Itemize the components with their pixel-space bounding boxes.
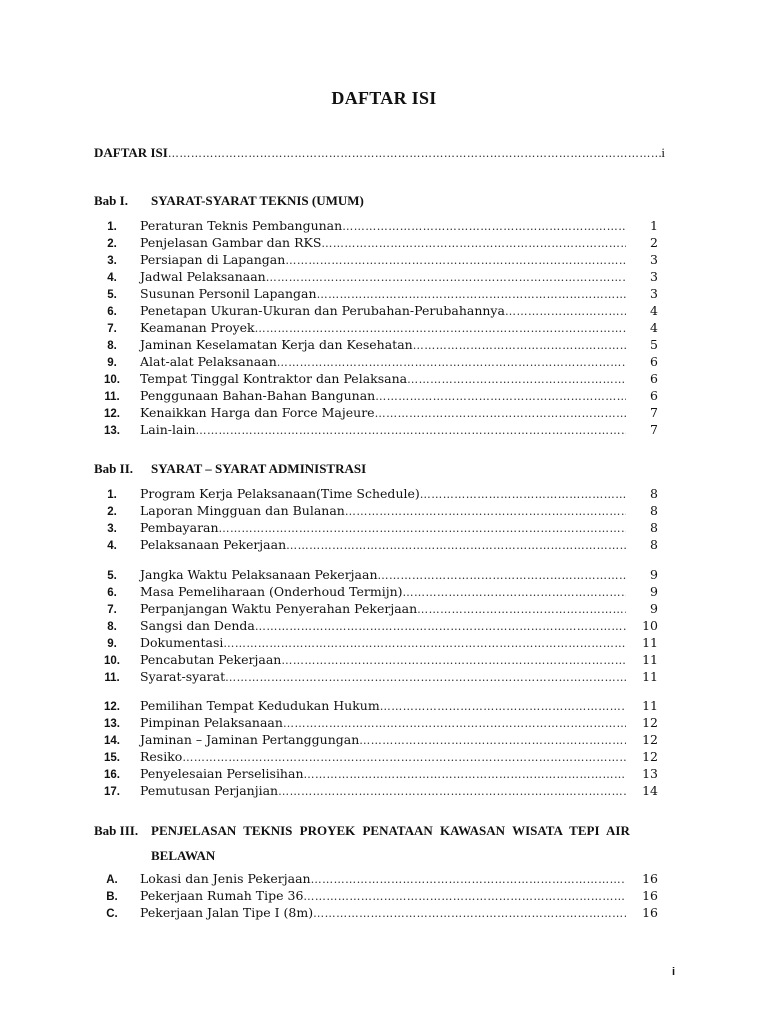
item-number: 5. [107, 289, 117, 301]
chapter-title: SYARAT – SYARAT ADMINISTRASI [151, 461, 367, 476]
item-page: 4 [650, 303, 658, 318]
item-number: 4. [107, 540, 117, 552]
list-item [100, 584, 658, 601]
chapter-heading-bab-2 [94, 461, 366, 477]
item-page: 2 [650, 235, 658, 250]
item-text: Keamanan Proyek [140, 320, 255, 335]
item-number: 1. [107, 489, 117, 501]
item-text: Pimpinan Pelaksanaan [140, 715, 283, 730]
item-page: 9 [650, 601, 658, 616]
dot-leader [342, 220, 626, 233]
list-item [100, 871, 658, 888]
chapter-title: SYARAT-SYARAT TEKNIS (UMUM) [151, 193, 364, 208]
dot-leader [311, 873, 626, 886]
list-item [100, 405, 658, 422]
dot-leader [255, 620, 626, 633]
list-item [100, 303, 658, 320]
item-number: 8. [107, 621, 117, 633]
dot-leader [303, 890, 626, 903]
dot-leader [255, 322, 626, 335]
item-page: 12 [642, 749, 658, 764]
item-number: 2. [107, 506, 117, 518]
item-page: 3 [650, 286, 658, 301]
item-number: 16. [104, 769, 120, 781]
item-page: 13 [642, 766, 658, 781]
dot-leader [375, 390, 626, 403]
list-item [100, 732, 658, 749]
item-text: Lokasi dan Jenis Pekerjaan [140, 871, 311, 886]
list-item [100, 371, 658, 388]
item-number: 6. [107, 587, 117, 599]
item-page: 16 [642, 888, 658, 903]
item-page: 8 [650, 520, 658, 535]
chapter-number: Bab II. [94, 461, 134, 476]
dot-leader [407, 373, 626, 386]
item-number: 6. [107, 306, 117, 318]
dot-leader [283, 717, 626, 730]
list-item [100, 652, 658, 669]
dot-leader [345, 505, 626, 518]
item-number: 9. [107, 638, 117, 650]
dot-leader [321, 237, 626, 250]
item-page: 7 [650, 422, 658, 437]
item-text: Penetapan Ukuran-Ukuran dan Perubahan-Perubahannya [140, 303, 505, 318]
list-item [100, 567, 658, 584]
list-item [100, 537, 658, 554]
item-text: Peraturan Teknis Pembangunan [140, 218, 343, 233]
item-text: Syarat-syarat [140, 669, 226, 684]
item-text: Pencabutan Pekerjaan [140, 652, 282, 667]
dot-leader [277, 356, 626, 369]
item-number: 13. [104, 425, 120, 437]
item-number: 4. [107, 272, 117, 284]
item-text: Masa Pemeliharaan (Onderhoud Termijn) [140, 584, 403, 599]
item-page: 11 [642, 669, 658, 684]
list-item [100, 235, 658, 252]
item-text: Pelaksanaan Pekerjaan [140, 537, 287, 552]
list-item [100, 486, 658, 503]
dot-leader [375, 407, 626, 420]
list-item [100, 269, 658, 286]
item-number: 9. [107, 357, 117, 369]
item-page: 16 [642, 905, 658, 920]
item-text: Penggunaan Bahan-Bahan Bangunan [140, 388, 376, 403]
item-page: 16 [642, 871, 658, 886]
item-page: 11 [642, 652, 658, 667]
chapter-number: Bab I. [94, 193, 128, 208]
item-number: 3. [107, 255, 117, 267]
list-item [100, 888, 658, 905]
dot-leader [420, 488, 626, 501]
list-item [100, 354, 658, 371]
item-text: Tempat Tinggal Kontraktor dan Pelaksana [140, 371, 408, 386]
item-number: 5. [107, 570, 117, 582]
toc-entry-label: DAFTAR ISI [94, 145, 168, 160]
list-item [100, 715, 658, 732]
dot-leader [225, 671, 626, 684]
dot-leader [317, 288, 626, 301]
page-title: DAFTAR ISI [331, 88, 437, 108]
item-text: Perpanjangan Waktu Penyerahan Pekerjaan [140, 601, 418, 616]
list-item [100, 669, 658, 686]
item-letter: C. [106, 908, 118, 920]
item-number: 12. [104, 408, 120, 420]
dot-leader [505, 305, 626, 318]
dot-leader [182, 751, 626, 764]
list-item [100, 286, 658, 303]
item-page: 12 [642, 732, 658, 747]
dot-leader [278, 785, 626, 798]
item-number: 12. [104, 701, 120, 713]
item-page: 9 [650, 567, 658, 582]
item-text: Laporan Mingguan dan Bulanan [140, 503, 345, 518]
item-page: 6 [650, 388, 658, 403]
item-page: 6 [650, 354, 658, 369]
list-item [100, 698, 658, 715]
dot-leader [286, 539, 626, 552]
toc-entry-page: i [661, 145, 665, 160]
item-page: 11 [642, 698, 658, 713]
item-text: Program Kerja Pelaksanaan(Time Schedule) [140, 486, 420, 501]
list-item [100, 749, 658, 766]
item-text: Pemutusan Perjanjian [140, 783, 279, 798]
item-text: Susunan Personil Lapangan [140, 286, 317, 301]
item-page: 8 [650, 537, 658, 552]
dot-leader [304, 768, 627, 781]
dot-leader [196, 424, 626, 437]
list-item [100, 503, 658, 520]
item-page: 8 [650, 503, 658, 518]
list-item [100, 635, 658, 652]
list-item [100, 218, 658, 235]
dot-leader [380, 700, 626, 713]
item-page: 14 [642, 783, 658, 798]
item-page: 3 [650, 252, 658, 267]
item-page: 4 [650, 320, 658, 335]
item-number: 7. [107, 323, 117, 335]
dot-leader [266, 271, 626, 284]
dot-leader [417, 603, 626, 616]
item-page: 9 [650, 584, 658, 599]
item-page: 1 [650, 218, 658, 233]
list-item [100, 618, 658, 635]
item-page: 11 [642, 635, 658, 650]
item-number: 7. [107, 604, 117, 616]
item-page: 6 [650, 371, 658, 386]
item-text: Jangka Waktu Pelaksanaan Pekerjaan [140, 567, 378, 582]
item-page: 7 [650, 405, 658, 420]
item-number: 11. [104, 391, 120, 403]
list-item [100, 388, 658, 405]
item-text: Jaminan Keselamatan Kerja dan Kesehatan [140, 337, 413, 352]
dot-leader [281, 654, 626, 667]
page-number: i [672, 966, 676, 978]
list-item [100, 905, 658, 922]
item-letter: B. [106, 891, 118, 903]
item-page: 5 [650, 337, 658, 352]
item-number: 11. [104, 672, 120, 684]
list-item [100, 601, 658, 618]
chapter-heading-bab-3 [94, 823, 676, 864]
item-text: Lain-lain [140, 422, 196, 437]
item-number: 10. [104, 655, 120, 667]
dot-leader [285, 254, 626, 267]
item-number: 10. [104, 374, 120, 386]
item-page: 8 [650, 486, 658, 501]
list-item [100, 252, 658, 269]
chapter-heading-bab-1 [94, 193, 364, 209]
list-item [100, 337, 658, 354]
item-text: Persiapan di Lapangan [140, 252, 286, 267]
item-text: Penyelesaian Perselisihan [140, 766, 304, 781]
dot-leader [219, 522, 626, 535]
list-item [100, 320, 658, 337]
item-number: 1. [107, 221, 117, 233]
item-text: Jaminan – Jaminan Pertanggungan [140, 732, 360, 747]
dot-leader [403, 586, 626, 599]
item-number: 2. [107, 238, 117, 250]
item-text: Kenaikkan Harga dan Force Majeure [140, 405, 375, 420]
list-item [100, 520, 658, 537]
list-item [100, 783, 658, 800]
item-page: 3 [650, 269, 658, 284]
list-item [100, 766, 658, 783]
item-page: 12 [642, 715, 658, 730]
item-text: Pemilihan Tempat Kedudukan Hukum [140, 698, 380, 713]
dot-leader [378, 569, 627, 582]
item-text: Pekerjaan Jalan Tipe I (8m) [140, 905, 314, 920]
list-item [100, 422, 658, 439]
item-page: 10 [642, 618, 658, 633]
item-text: Pekerjaan Rumah Tipe 36 [140, 888, 304, 903]
item-number: 17. [104, 786, 120, 798]
dot-leader [223, 637, 626, 650]
dot-leader [359, 734, 626, 747]
dot-leader [168, 147, 662, 160]
item-text: Sangsi dan Denda [140, 618, 255, 633]
item-text: Resiko [140, 749, 183, 764]
item-number: 8. [107, 340, 117, 352]
item-number: 13. [104, 718, 120, 730]
item-text: Penjelasan Gambar dan RKS [140, 235, 322, 250]
item-text: Alat-alat Pelaksanaan [140, 354, 277, 369]
chapter-title-line-1: PENJELASAN TEKNIS PROYEK PENATAAN KAWASAN WISATA TEPI AIR [151, 823, 630, 838]
item-number: 15. [104, 752, 120, 764]
chapter-title-line-2: BELAWAN [151, 848, 216, 863]
chapter-number: Bab III. [94, 823, 139, 838]
item-number: 3. [107, 523, 117, 535]
item-text: Dokumentasi [140, 635, 224, 650]
dot-leader [413, 339, 626, 352]
item-text: Jadwal Pelaksanaan [140, 269, 266, 284]
item-text: Pembayaran [140, 520, 219, 535]
item-number: 14. [104, 735, 120, 747]
dot-leader [313, 907, 626, 920]
item-letter: A. [106, 874, 118, 886]
toc-entry-daftar-isi [94, 145, 665, 161]
